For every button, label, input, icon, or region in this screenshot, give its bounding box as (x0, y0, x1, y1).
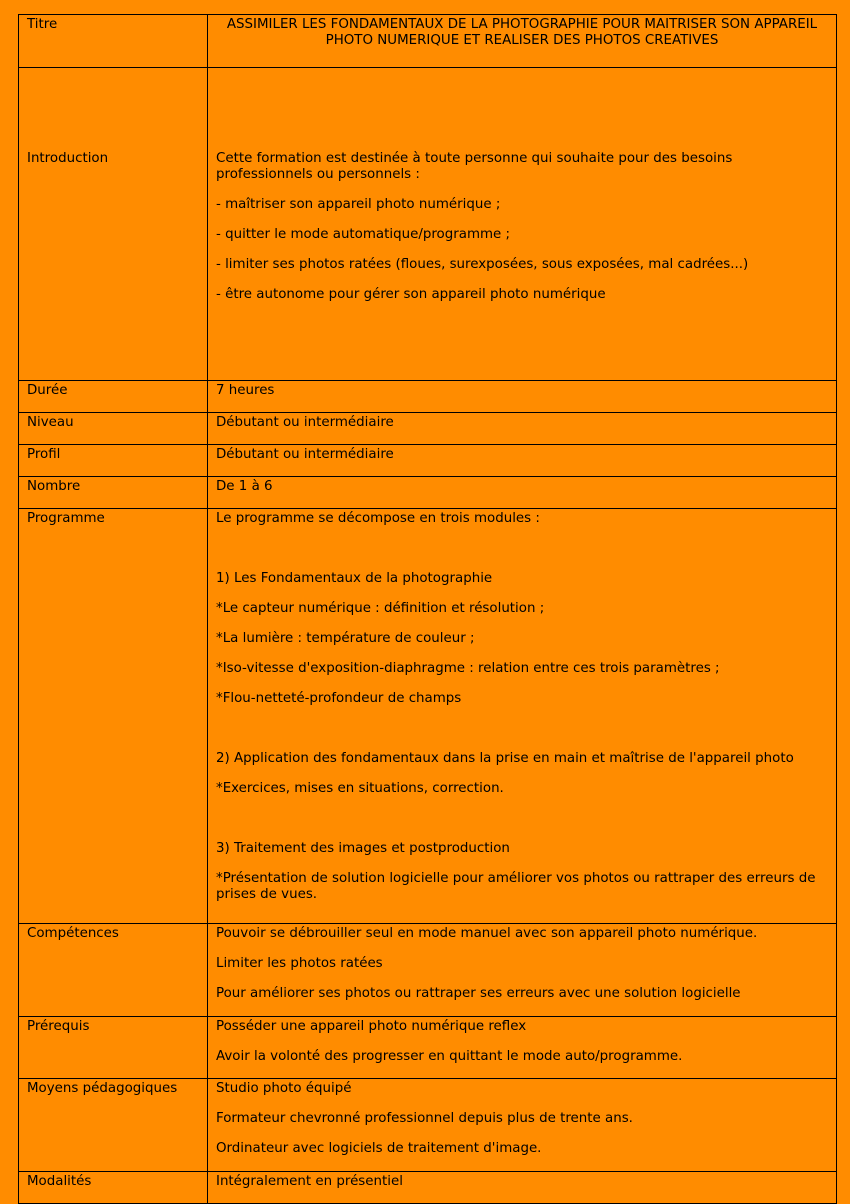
row-titre (19, 15, 837, 68)
label-titre: Titre (19, 15, 208, 68)
label-moyens-pedagogiques: Moyens pédagogiques (19, 1079, 208, 1172)
nombre-text: De 1 à 6 (216, 479, 273, 494)
programme-line: *Présentation de solution logicielle pour améliorer vos photos ou rattraper des erreurs de prises de vues. (216, 871, 816, 902)
competences-line: Limiter les photos ratées (216, 956, 383, 971)
programme-line: *La lumière : température de couleur ; (216, 631, 475, 646)
row-niveau (19, 413, 837, 445)
row-modalites (19, 1172, 837, 1204)
label-competences: Compétences (19, 924, 208, 1017)
training-info-table (18, 14, 837, 1204)
value-modalites (208, 1172, 837, 1204)
programme-line: *Le capteur numérique : définition et résolution ; (216, 601, 545, 616)
moyens-line: Ordinateur avec logiciels de traitement d'image. (216, 1141, 542, 1156)
programme-line: 3) Traitement des images et postproduction (216, 841, 510, 856)
programme-line (216, 811, 828, 827)
value-prerequis (208, 1017, 837, 1079)
row-prerequis (19, 1017, 837, 1079)
programme-line (216, 541, 828, 557)
row-moyens-pedagogiques (19, 1079, 837, 1172)
intro-line: - quitter le mode automatique/programme ; (216, 227, 511, 242)
label-programme: Programme (19, 509, 208, 924)
programme-line: *Exercices, mises en situations, correction. (216, 781, 504, 796)
intro-line: - être autonome pour gérer son appareil photo numérique (216, 287, 606, 302)
programme-line: 1) Les Fondamentaux de la photographie (216, 571, 493, 586)
label-prerequis: Prérequis (19, 1017, 208, 1079)
value-profil (208, 445, 837, 477)
value-programme (208, 509, 837, 924)
programme-line: Le programme se décompose en trois modules : (216, 511, 540, 526)
row-nombre (19, 477, 837, 509)
value-competences (208, 924, 837, 1017)
row-programme (19, 509, 837, 924)
value-moyens-pedagogiques (208, 1079, 837, 1172)
modalites-text: Intégralement en présentiel (216, 1174, 403, 1189)
intro-line: Cette formation est destinée à toute personne qui souhaite pour des besoins professionnels ou personnels : (216, 151, 733, 182)
programme-line: 2) Application des fondamentaux dans la prise en main et maîtrise de l'appareil photo (216, 751, 794, 766)
label-modalites: Modalités (19, 1172, 208, 1204)
value-titre (208, 15, 837, 68)
competences-line: Pour améliorer ses photos ou rattraper ses erreurs avec une solution logicielle (216, 986, 741, 1001)
value-nombre (208, 477, 837, 509)
niveau-text: Débutant ou intermédiaire (216, 415, 394, 430)
value-niveau (208, 413, 837, 445)
label-nombre: Nombre (19, 477, 208, 509)
label-profil: Profil (19, 445, 208, 477)
label-niveau: Niveau (19, 413, 208, 445)
programme-line (216, 721, 828, 737)
row-duree (19, 381, 837, 413)
row-profil (19, 445, 837, 477)
value-duree (208, 381, 837, 413)
competences-line: Pouvoir se débrouiller seul en mode manuel avec son appareil photo numérique. (216, 926, 758, 941)
title-text: ASSIMILER LES FONDAMENTAUX DE LA PHOTOGRAPHIE POUR MAITRISER SON APPAREIL PHOTO NUMERIQUE ET REALISER DES PHOTOS CREATIVES (226, 17, 818, 48)
duree-text: 7 heures (216, 383, 275, 398)
row-competences (19, 924, 837, 1017)
prerequis-line: Avoir la volonté des progresser en quittant le mode auto/programme. (216, 1049, 683, 1064)
label-introduction: Introduction (19, 68, 208, 381)
prerequis-line: Posséder une appareil photo numérique reflex (216, 1019, 527, 1034)
profil-text: Débutant ou intermédiaire (216, 447, 394, 462)
programme-line: *Iso-vitesse d'exposition-diaphragme : relation entre ces trois paramètres ; (216, 661, 720, 676)
label-duree: Durée (19, 381, 208, 413)
intro-line: - limiter ses photos ratées (floues, surexposées, sous exposées, mal cadrées...) (216, 257, 749, 272)
row-introduction (19, 68, 837, 381)
moyens-line: Studio photo équipé (216, 1081, 352, 1096)
programme-line: *Flou-netteté-profondeur de champs (216, 691, 462, 706)
moyens-line: Formateur chevronné professionnel depuis plus de trente ans. (216, 1111, 633, 1126)
value-introduction (208, 68, 837, 381)
intro-line: - maîtriser son appareil photo numérique ; (216, 197, 501, 212)
